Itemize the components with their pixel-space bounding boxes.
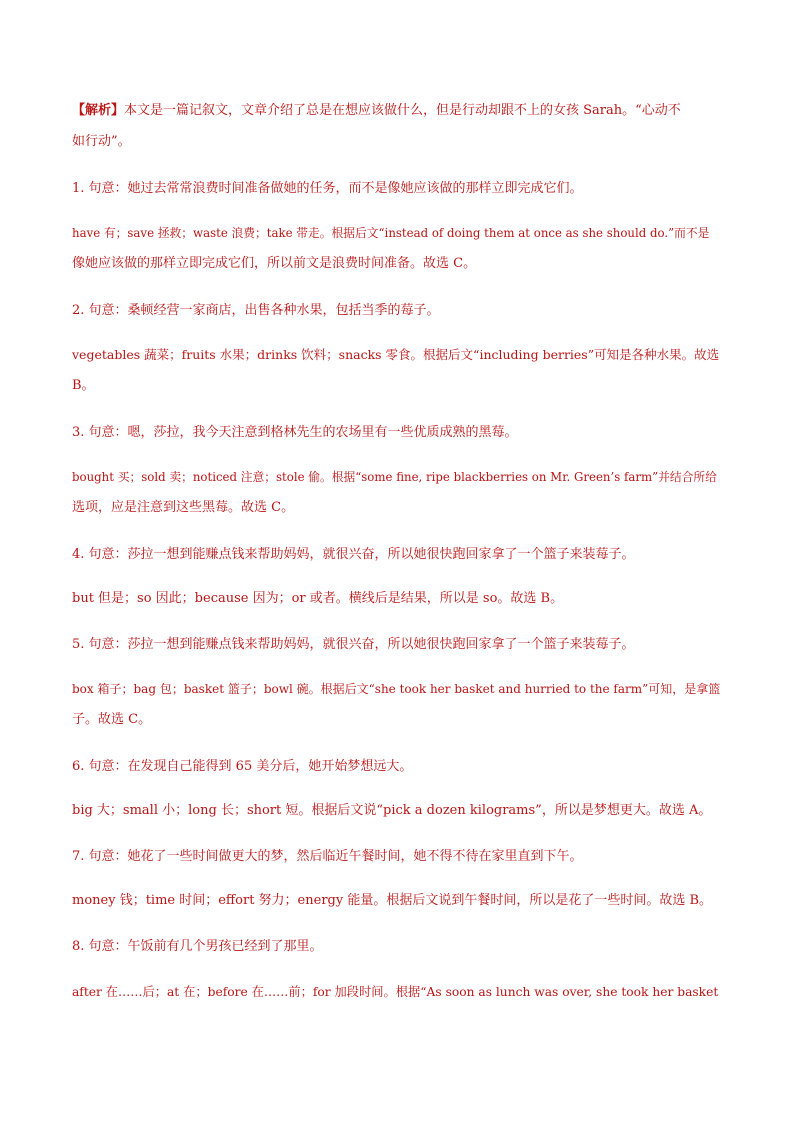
item-7-analysis-1: money 钱；time 时间；effort 努力；energy 能量。根据后文说到午餐时间，所以是花了一些时间。故选 B。: [72, 893, 713, 908]
item-3-analysis-1: bought 买；sold 卖；noticed 注意；stole 偷。根据“some fine, ripe blackberries on Mr. Green’s farm”并结合所给: [72, 470, 717, 484]
item-4-analysis-1: but 但是；so 因此；because 因为；or 或者。横线后是结果，所以是 so。故选 B。: [72, 591, 564, 606]
item-6-meaning: 6. 句意：在发现自己能得到 65 美分后，她开始梦想远大。: [72, 759, 413, 774]
intro-line-2: 如行动”。: [72, 134, 131, 149]
item-5-analysis-2: 子。故选 C。: [72, 712, 152, 727]
item-1-analysis-2: 像她应该做的那样立即完成它们，所以前文是浪费时间准备。故选 C。: [72, 256, 477, 271]
item-7-meaning: 7. 句意：她花了一些时间做更大的梦，然后临近午餐时间，她不得不待在家里直到下午。: [72, 849, 583, 864]
analysis-tag: 【解析】: [72, 103, 125, 118]
item-6-analysis-1: big 大；small 小；long 长；short 短。根据后文说“pick a dozen kilograms”，所以是梦想更大。故选 A。: [72, 803, 712, 818]
item-2-analysis-2: B。: [72, 378, 95, 393]
item-1-meaning: 1. 句意：她过去常常浪费时间准备做她的任务，而不是像她应该做的那样立即完成它们。: [72, 181, 583, 196]
item-2-meaning: 2. 句意：桑顿经营一家商店，出售各种水果，包括当季的莓子。: [72, 303, 440, 318]
item-8-analysis-1: after 在……后；at 在；before 在……前；for 加段时间。根据“As soon as lunch was over, she took her basket: [72, 985, 719, 999]
intro-text-1: 本文是一篇记叙文，文章介绍了总是在想应该做什么，但是行动却跟不上的女孩 Sarah。“心动不: [124, 103, 681, 118]
item-8-meaning: 8. 句意：午饭前有几个男孩已经到了那里。: [72, 939, 323, 954]
item-2-analysis-1: vegetables 蔬菜；fruits 水果；drinks 饮料；snacks 零食。根据后文“including berries”可知是各种水果。故选: [72, 347, 720, 362]
item-5-meaning: 5. 句意：莎拉一想到能赚点钱来帮助妈妈，就很兴奋，所以她很快跑回家拿了一个篮子来装莓子。: [72, 637, 635, 652]
intro-line-1: [72, 100, 722, 122]
item-5-analysis-1: box 箱子；bag 包；basket 篮子；bowl 碗。根据后文“she took her basket and hurried to the farm”可知，是拿篮: [72, 682, 721, 696]
item-1-analysis-1: have 有；save 拯救；waste 浪费；take 带走。根据后文“instead of doing them at once as she should do.”而不是: [72, 226, 710, 240]
item-4-meaning: 4. 句意：莎拉一想到能赚点钱来帮助妈妈，就很兴奋，所以她很快跑回家拿了一个篮子来装莓子。: [72, 547, 635, 562]
item-3-meaning: 3. 句意：嗯，莎拉，我今天注意到格林先生的农场里有一些优质成熟的黑莓。: [72, 425, 518, 440]
item-3-analysis-2: 选项，应是注意到这些黑莓。故选 C。: [72, 500, 295, 515]
